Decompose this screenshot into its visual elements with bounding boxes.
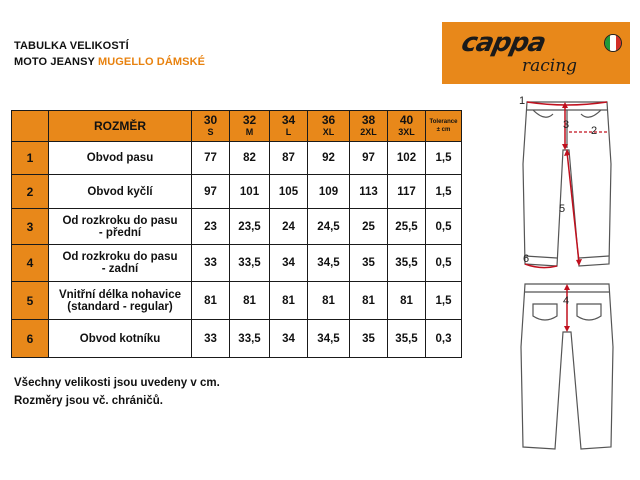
size-label: 3XL <box>398 127 415 137</box>
dimension-name-detail: - zadní <box>101 263 139 275</box>
table-row <box>12 175 462 209</box>
value-cell: 23,5 <box>230 209 270 245</box>
header-size <box>230 111 270 142</box>
table-row <box>12 320 462 358</box>
header-size <box>308 111 350 142</box>
size-label: XL <box>322 127 335 137</box>
value-cell: 25,5 <box>388 209 426 245</box>
size-number: 38 <box>361 113 376 127</box>
size-label: 2XL <box>360 127 377 137</box>
row-dimension <box>49 142 192 175</box>
value-cell: 23 <box>192 209 230 245</box>
header-dimension: ROZMĚR <box>49 111 192 142</box>
header-size <box>192 111 230 142</box>
dimension-name: Obvod kyčlí <box>87 185 153 198</box>
value-cell: 34,5 <box>308 245 350 282</box>
value-cell: 109 <box>308 175 350 209</box>
value-cell: 87 <box>270 142 308 175</box>
value-cell: 81 <box>308 282 350 320</box>
dimension-name: Obvod kotníku <box>79 332 161 345</box>
value-cell: 117 <box>388 175 426 209</box>
value-cell: 81 <box>350 282 388 320</box>
back-pocket-right <box>577 304 601 320</box>
value-cell: 113 <box>350 175 388 209</box>
italian-flag-icon <box>604 34 622 52</box>
row-number: 4 <box>12 245 49 282</box>
size-label: L <box>285 127 292 137</box>
logo-brand-text: cappa <box>458 28 548 58</box>
note-units: Všechny velikosti jsou uvedeny v cm. <box>14 377 220 389</box>
table-header-row <box>12 111 462 142</box>
value-cell: 81 <box>230 282 270 320</box>
diagram-label: 4 <box>563 295 570 307</box>
diagram-label: 6 <box>523 253 530 265</box>
table-row <box>12 282 462 320</box>
value-cell: 33,5 <box>230 245 270 282</box>
row-dimension <box>49 282 192 320</box>
dimension-name: Obvod pasu <box>86 152 154 164</box>
size-number: 30 <box>203 113 218 127</box>
header-size <box>388 111 426 142</box>
tolerance-cell: 1,5 <box>426 282 462 320</box>
diagram-label: 2 <box>591 125 598 137</box>
note-protectors: Rozměry jsou vč. chráničů. <box>14 395 163 407</box>
table-row <box>12 142 462 175</box>
value-cell: 105 <box>270 175 308 209</box>
inseam-measure-line <box>567 152 579 262</box>
size-number: 36 <box>321 113 336 127</box>
value-cell: 35 <box>350 320 388 358</box>
arrow-head-icon <box>564 326 570 332</box>
row-number: 3 <box>12 209 49 245</box>
value-cell: 81 <box>270 282 308 320</box>
value-cell: 24 <box>270 209 308 245</box>
dimension-name-detail: - přední <box>98 226 142 239</box>
tolerance-cell: 1,5 <box>426 175 462 209</box>
product-model: MUGELLO DÁMSKÉ <box>97 56 206 68</box>
value-cell: 24,5 <box>308 209 350 245</box>
size-label: M <box>245 127 254 137</box>
row-number: 6 <box>12 320 49 358</box>
pants-measurement-diagram <box>505 92 635 452</box>
header-tolerance <box>426 111 462 142</box>
header-size <box>270 111 308 142</box>
size-label: S <box>207 127 214 137</box>
value-cell: 101 <box>230 175 270 209</box>
value-cell: 92 <box>308 142 350 175</box>
value-cell: 82 <box>230 142 270 175</box>
diagram-label: 5 <box>559 203 566 215</box>
diagram-label: 1 <box>519 95 526 107</box>
dimension-name: Od rozkroku do pasu <box>62 214 178 227</box>
row-dimension <box>49 209 192 245</box>
product-type: MOTO JEANSY <box>14 56 98 68</box>
row-number: 2 <box>12 175 49 209</box>
value-cell: 25 <box>350 209 388 245</box>
header-size <box>350 111 388 142</box>
value-cell: 97 <box>192 175 230 209</box>
value-cell: 35,5 <box>388 245 426 282</box>
value-cell: 34,5 <box>308 320 350 358</box>
tolerance-cell: 0,3 <box>426 320 462 358</box>
size-number: 34 <box>281 113 296 127</box>
size-number: 32 <box>242 113 257 127</box>
arrow-head-icon <box>564 284 570 290</box>
value-cell: 34 <box>270 320 308 358</box>
tolerance-unit: ± cm <box>436 127 451 133</box>
logo-sub-text: racing <box>522 56 578 76</box>
size-number: 40 <box>399 113 414 127</box>
brand-logo <box>442 22 630 84</box>
arrow-head-icon <box>576 259 582 266</box>
value-cell: 33 <box>192 245 230 282</box>
size-table <box>11 110 462 358</box>
table-row <box>12 209 462 245</box>
tolerance-cell: 0,5 <box>426 209 462 245</box>
value-cell: 81 <box>388 282 426 320</box>
value-cell: 33 <box>192 320 230 358</box>
dimension-name: Od rozkroku do pasu <box>62 251 178 263</box>
row-dimension <box>49 245 192 282</box>
row-number: 5 <box>12 282 49 320</box>
row-dimension <box>49 320 192 358</box>
tolerance-label: Tolerance <box>429 119 458 125</box>
value-cell: 81 <box>192 282 230 320</box>
value-cell: 77 <box>192 142 230 175</box>
row-dimension <box>49 175 192 209</box>
tolerance-cell: 0,5 <box>426 245 462 282</box>
tolerance-cell: 1,5 <box>426 142 462 175</box>
diagram-label: 3 <box>563 119 570 131</box>
header-corner <box>12 111 49 142</box>
dimension-name-detail: (standard - regular) <box>67 300 173 313</box>
back-pocket-left <box>533 304 557 320</box>
value-cell: 35 <box>350 245 388 282</box>
dimension-name: Vnitřní délka nohavice <box>58 288 182 301</box>
value-cell: 33,5 <box>230 320 270 358</box>
product-subtitle <box>14 56 205 68</box>
value-cell: 97 <box>350 142 388 175</box>
value-cell: 102 <box>388 142 426 175</box>
page-title: TABULKA VELIKOSTÍ <box>14 40 129 52</box>
row-number: 1 <box>12 142 49 175</box>
value-cell: 35,5 <box>388 320 426 358</box>
value-cell: 34 <box>270 245 308 282</box>
table-row <box>12 245 462 282</box>
